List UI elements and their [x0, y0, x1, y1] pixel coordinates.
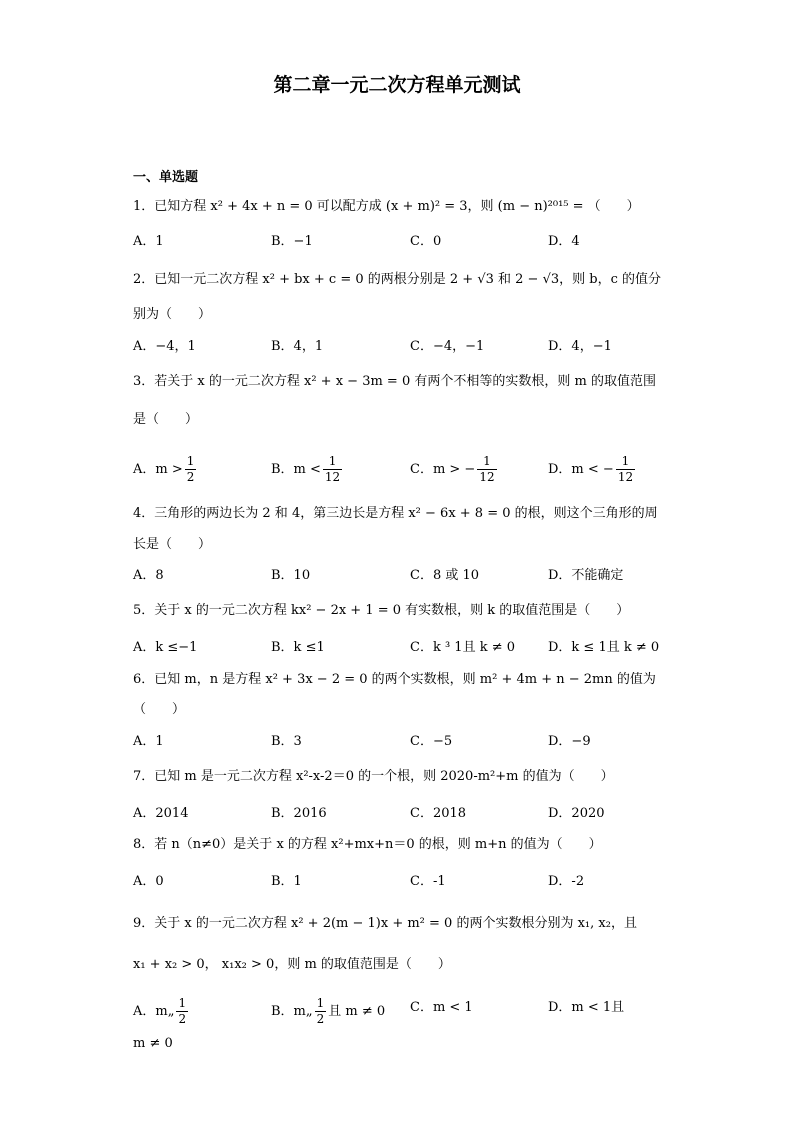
option-a: A．m„ $\frac{1}{2}$ — [133, 996, 187, 1026]
option-b: B．m < $\frac{1}{12}$ — [271, 454, 341, 484]
option-c: C．2018 — [410, 806, 467, 821]
question-9-option-d-cont: m ≠ 0 — [133, 1036, 173, 1051]
page-title: 第二章一元二次方程单元测试 — [273, 74, 521, 96]
option-c: C．8 或 10 — [410, 568, 480, 583]
option-c: C．k ³ 1且 k ≠ 0 — [410, 640, 516, 655]
option-d: D．-2 — [548, 874, 585, 889]
question-5-options — [133, 636, 693, 660]
option-a: A．2014 — [133, 806, 189, 821]
question-9-options — [133, 996, 693, 1026]
section-heading: 一、单选题 — [133, 170, 199, 185]
question-9-stem: 9．关于 x 的一元二次方程 x² + 2(m − 1)x + m² = 0 的两个实数根分别为 x₁, x₂，且 — [133, 916, 637, 931]
option-b: B．−1 — [271, 234, 313, 249]
question-2-stem-cont: 别为（ ） — [133, 307, 212, 322]
option-c: C．m > − $\frac{1}{12}$ — [410, 454, 495, 484]
option-c: C．−5 — [410, 734, 453, 749]
option-b: B．10 — [271, 568, 311, 583]
option-b: B．k ≤1 — [271, 640, 325, 655]
option-b: B．m„ $\frac{1}{2}$ 且 m ≠ 0 — [271, 996, 386, 1026]
question-1-stem: 1．已知方程 x² + 4x + n = 0 可以配方成 (x + m)² = 3，则 (m − n)²⁰¹⁵ = （ ） — [133, 199, 640, 214]
option-a: A．8 — [133, 568, 164, 583]
option-d: D．m < 1且 — [548, 1000, 625, 1015]
question-3-stem: 3．若关于 x 的一元二次方程 x² + x − 3m = 0 有两个不相等的实数根，则 m 的取值范围 — [133, 374, 656, 389]
option-a: A．−4，1 — [133, 339, 196, 354]
question-3-stem-cont: 是（ ） — [133, 412, 199, 427]
question-2-stem: 2．已知一元二次方程 x² + bx + c = 0 的两根分别是 2 + √3 和 2 − √3，则 b，c 的值分 — [133, 272, 661, 287]
option-b: B．2016 — [271, 806, 327, 821]
question-3-options — [133, 454, 693, 484]
option-a: A．m > $\frac{1}{2}$ — [133, 454, 195, 484]
option-d: D．4，−1 — [548, 339, 612, 354]
option-d: D．−9 — [548, 734, 591, 749]
question-4-options — [133, 564, 693, 588]
question-8-options — [133, 870, 693, 894]
option-a: A．k ≤−1 — [133, 640, 198, 655]
option-b: B．1 — [271, 874, 302, 889]
question-6-stem-cont: （ ） — [133, 702, 186, 717]
question-2-options — [133, 335, 693, 359]
option-d: D．k ≤ 1且 k ≠ 0 — [548, 640, 660, 655]
question-6-options — [133, 730, 693, 754]
question-1-options — [133, 230, 693, 254]
option-d: D．不能确定 — [548, 568, 624, 583]
question-5-stem: 5．关于 x 的一元二次方程 kx² − 2x + 1 = 0 有实数根，则 k 的取值范围是（ ） — [133, 603, 630, 618]
option-b: B．3 — [271, 734, 302, 749]
option-d: D．m < − $\frac{1}{12}$ — [548, 454, 634, 484]
option-c: C．−4，−1 — [410, 339, 485, 354]
option-c: C．-1 — [410, 874, 446, 889]
option-b: B．4，1 — [271, 339, 324, 354]
option-a: A．1 — [133, 734, 164, 749]
option-a: A．0 — [133, 874, 164, 889]
option-d: D．2020 — [548, 806, 605, 821]
question-8-stem: 8．若 n（n≠0）是关于 x 的方程 x²+mx+n＝0 的根，则 m+n 的值为（ ） — [133, 837, 602, 852]
option-c: C．m < 1 — [410, 1000, 473, 1015]
option-d: D．4 — [548, 234, 580, 249]
question-4-stem: 4．三角形的两边长为 2 和 4，第三边长是方程 x² − 6x + 8 = 0 的根，则这个三角形的周 — [133, 506, 658, 521]
question-7-stem: 7．已知 m 是一元二次方程 x²-x-2＝0 的一个根，则 2020-m²+m 的值为（ ） — [133, 769, 614, 784]
question-4-stem-cont: 长是（ ） — [133, 537, 212, 552]
question-6-stem: 6．已知 m，n 是方程 x² + 3x − 2 = 0 的两个实数根，则 m² + 4m + n − 2mn 的值为 — [133, 672, 656, 687]
option-a: A．1 — [133, 234, 164, 249]
question-9-stem-cont: x₁ + x₂ > 0， x₁x₂ > 0，则 m 的取值范围是（ ） — [133, 957, 451, 972]
question-7-options — [133, 802, 693, 826]
option-c: C．0 — [410, 234, 442, 249]
